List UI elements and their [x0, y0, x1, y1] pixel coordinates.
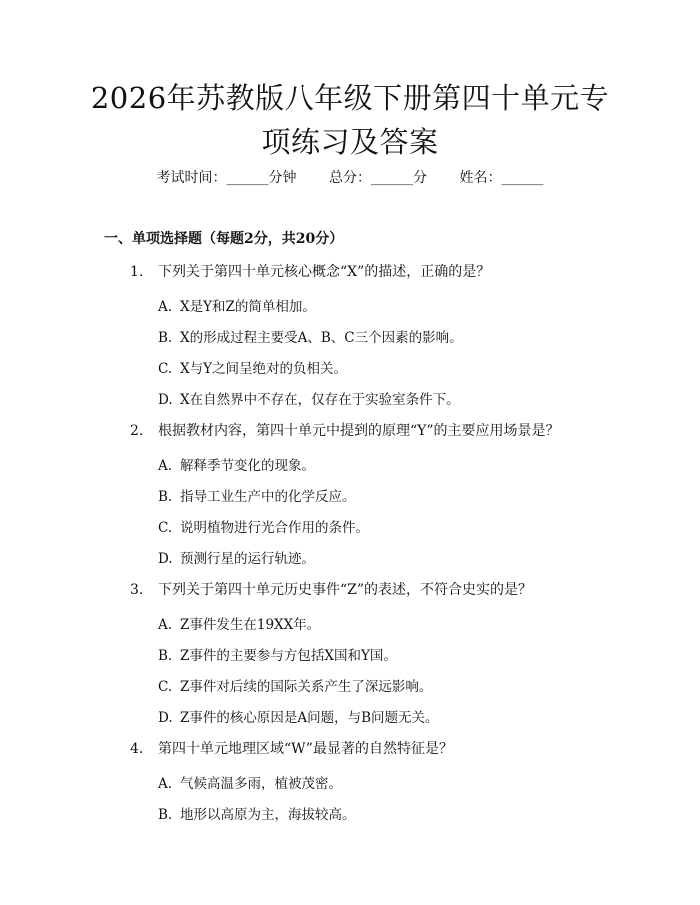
option-text: X是Y和Z的简单相加。: [180, 299, 316, 315]
option-letter: A.: [158, 776, 173, 792]
question-item: [0, 262, 700, 421]
answer-option: [0, 774, 700, 805]
option-letter: B.: [158, 648, 173, 664]
option-text: 说明植物进行光合作用的条件。: [180, 520, 369, 536]
exam-time-field: 考试时间：______分钟: [156, 170, 297, 186]
question-number: 4.: [130, 741, 144, 757]
question-stem: [0, 580, 700, 615]
answer-option: [0, 615, 700, 646]
answer-option: [0, 456, 700, 487]
option-text: X在自然界中不存在，仅存在于实验室条件下。: [180, 392, 460, 408]
option-text: X与Y之间呈绝对的负相关。: [180, 361, 348, 377]
option-text: 预测行星的运行轨迹。: [180, 551, 315, 567]
answer-option: [0, 487, 700, 518]
question-stem: [0, 262, 700, 297]
answer-option: [0, 297, 700, 328]
question-item: [0, 580, 700, 739]
exam-info-line: [0, 168, 700, 188]
option-text: 气候高温多雨，植被茂密。: [180, 776, 342, 792]
answer-option: [0, 518, 700, 549]
option-letter: C.: [158, 520, 173, 536]
option-letter: D.: [158, 392, 173, 408]
option-text: X的形成过程主要受A、B、C三个因素的影响。: [180, 330, 463, 346]
option-text: Z事件发生在19XX年。: [180, 617, 321, 633]
question-text: 第四十单元地理区域“W”最显著的自然特征是？: [158, 741, 453, 757]
option-text: 解释季节变化的现象。: [180, 458, 315, 474]
option-letter: B.: [158, 330, 173, 346]
question-text: 根据教材内容，第四十单元中提到的原理“Y”的主要应用场景是？: [158, 423, 560, 439]
answer-option: [0, 677, 700, 708]
option-letter: D.: [158, 551, 173, 567]
answer-option: [0, 646, 700, 677]
question-number: 1.: [130, 264, 144, 280]
option-letter: C.: [158, 361, 173, 377]
question-item: [0, 421, 700, 580]
answer-option: [0, 359, 700, 390]
total-score-field: 总分：______分: [329, 170, 427, 186]
option-letter: C.: [158, 679, 173, 695]
question-number: 2.: [130, 423, 144, 439]
question-stem: [0, 421, 700, 456]
answer-option: [0, 549, 700, 580]
option-text: 指导工业生产中的化学反应。: [180, 489, 356, 505]
option-letter: A.: [158, 617, 173, 633]
option-letter: B.: [158, 807, 173, 823]
page-title: 2026年苏教版八年级下册第四十单元专项练习及答案: [90, 81, 610, 159]
option-text: Z事件的核心原因是A问题，与B问题无关。: [180, 710, 439, 726]
option-text: Z事件的主要参与方包括X国和Y国。: [180, 648, 397, 664]
answer-option: [0, 708, 700, 739]
question-list: [0, 262, 700, 836]
question-number: 3.: [130, 582, 144, 598]
option-letter: D.: [158, 710, 173, 726]
student-name-field: 姓名：______: [459, 170, 544, 186]
question-item: [0, 739, 700, 836]
answer-option: [0, 328, 700, 359]
option-text: Z事件对后续的国际关系产生了深远影响。: [180, 679, 433, 695]
option-text: 地形以高原为主，海拔较高。: [180, 807, 356, 823]
option-letter: A.: [158, 299, 173, 315]
option-letter: B.: [158, 489, 173, 505]
question-text: 下列关于第四十单元历史事件“Z”的表述，不符合史实的是？: [158, 582, 533, 598]
section-heading: 一、单项选择题（每题2分，共20分）: [104, 231, 344, 247]
question-stem: [0, 739, 700, 774]
option-letter: A.: [158, 458, 173, 474]
question-text: 下列关于第四十单元核心概念“X”的描述，正确的是？: [158, 264, 491, 280]
answer-option: [0, 390, 700, 421]
answer-option: [0, 805, 700, 836]
